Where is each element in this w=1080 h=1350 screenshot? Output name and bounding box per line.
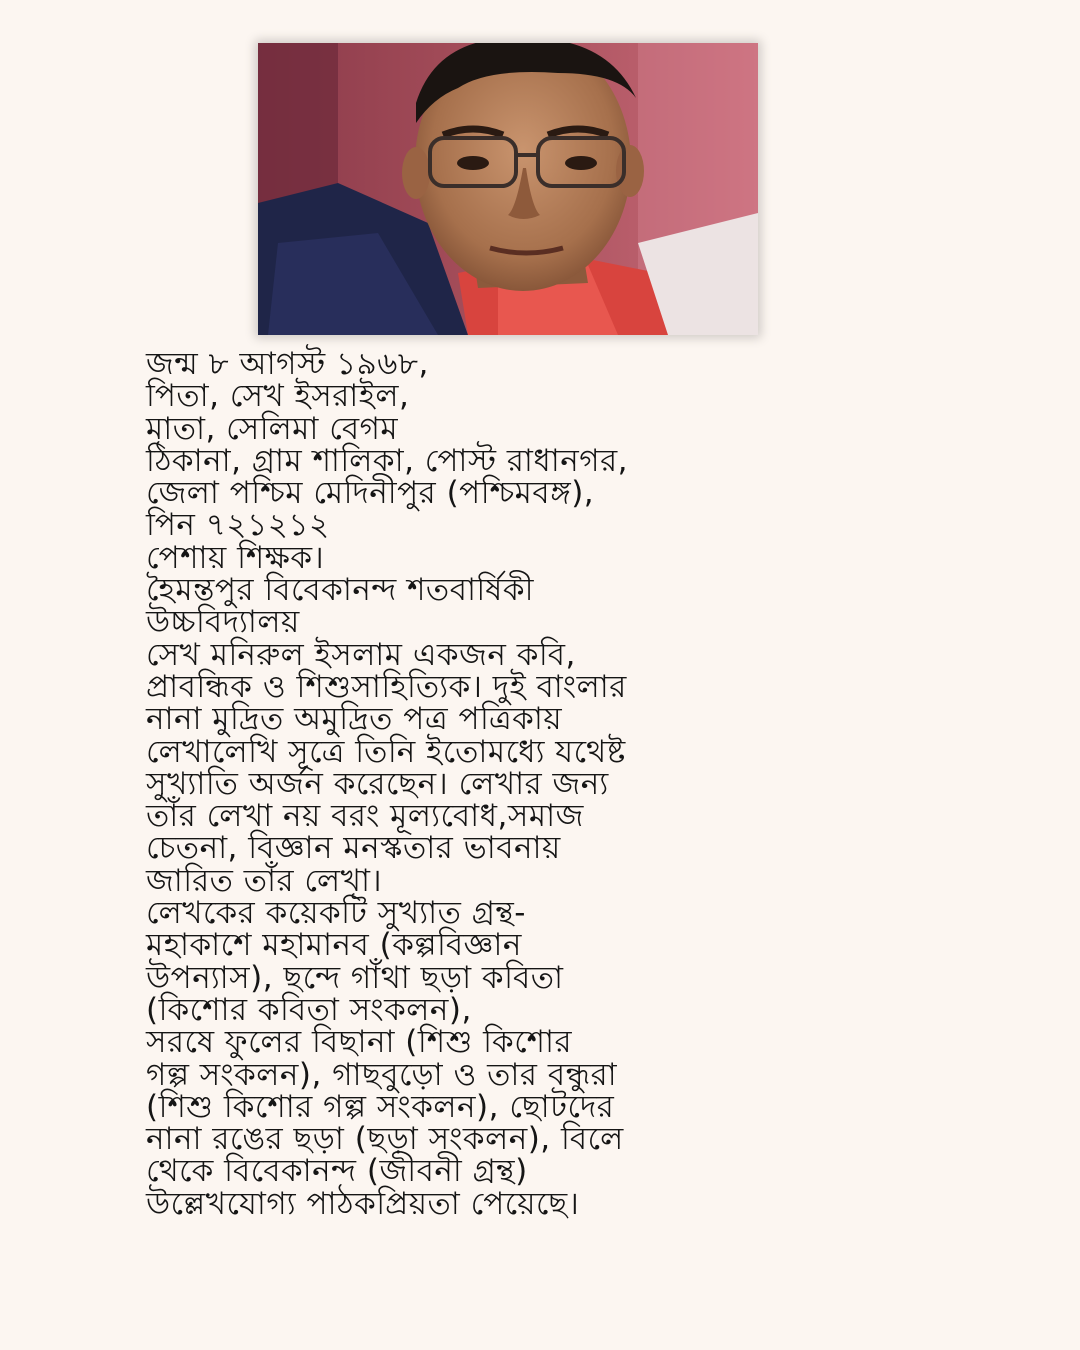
bio-line: (কিশোর কবিতা সংকলন),: [146, 991, 472, 1028]
bio-line: সুখ্যাতি অর্জন করেছেন। লেখার জন্য: [146, 765, 609, 802]
bio-line: লেখালেখি সূত্রে তিনি ইতোমধ্যে যথেষ্ট: [146, 733, 626, 770]
bio-line: প্রাবন্ধিক ও শিশুসাহিত্যিক। দুই বাংলার: [146, 668, 627, 705]
bio-line: জারিত তাঁর লেখা।: [146, 862, 383, 899]
bio-line-intro: সেখ মনিরুল ইসলাম একজন কবি,: [146, 636, 576, 673]
bio-line: গল্প সংকলন), গাছবুড়ো ও তার বন্ধুরা: [146, 1056, 618, 1093]
bio-line: নানা রঙের ছড়া (ছড়া সংকলন), বিলে: [146, 1121, 624, 1158]
bio-line: নানা মুদ্রিত অমুদ্রিত পত্র পত্রিকায়: [146, 701, 563, 738]
bio-line-books-heading: লেখকের কয়েকটি সুখ্যাত গ্রন্থ-: [146, 895, 526, 932]
author-photo-icon: [258, 43, 758, 335]
author-photo: [258, 43, 758, 335]
bio-line: সরষে ফুলের বিছানা (শিশু কিশোর: [146, 1024, 573, 1061]
bio-line-address: ঠিকানা, গ্রাম শালিকা, পোস্ট রাধানগর,: [146, 442, 629, 479]
bio-line-pin: পিন ৭২১২১২: [146, 507, 330, 544]
bio-line-district: জেলা পশ্চিম মেদিনীপুর (পশ্চিমবঙ্গ),: [146, 475, 595, 512]
bio-line: তাঁর লেখা নয় বরং মূল্যবোধ,সমাজ: [146, 798, 584, 835]
bio-line: (শিশু কিশোর গল্প সংকলন), ছোটদের: [146, 1088, 615, 1125]
bio-line: মহাকাশে মহামানব (কল্পবিজ্ঞান: [146, 927, 522, 964]
bio-line-mother: মাতা, সেলিমা বেগম: [146, 410, 399, 447]
bio-line-school-cont: উচ্চবিদ্যালয়: [146, 604, 300, 641]
bio-line: উপন্যাস), ছন্দে গাঁথা ছড়া কবিতা: [146, 959, 564, 996]
bio-line-birth: জন্ম ৮ আগস্ট ১৯৬৮,: [146, 346, 429, 382]
author-bio: [146, 348, 946, 1220]
bio-line: থেকে বিবেকানন্দ (জীবনী গ্রন্থ): [146, 1153, 528, 1190]
bio-line: উল্লেখযোগ্য পাঠকপ্রিয়তা পেয়েছে।: [146, 1185, 580, 1222]
bio-line-profession: পেশায় শিক্ষক।: [146, 539, 325, 576]
bio-line-school: হৈমন্তপুর বিবেকানন্দ শতবার্ষিকী: [146, 572, 534, 609]
bio-line-father: পিতা, সেখ ইসরাইল,: [146, 378, 410, 415]
bio-line: চেতনা, বিজ্ঞান মনস্কতার ভাবনায়: [146, 830, 561, 867]
